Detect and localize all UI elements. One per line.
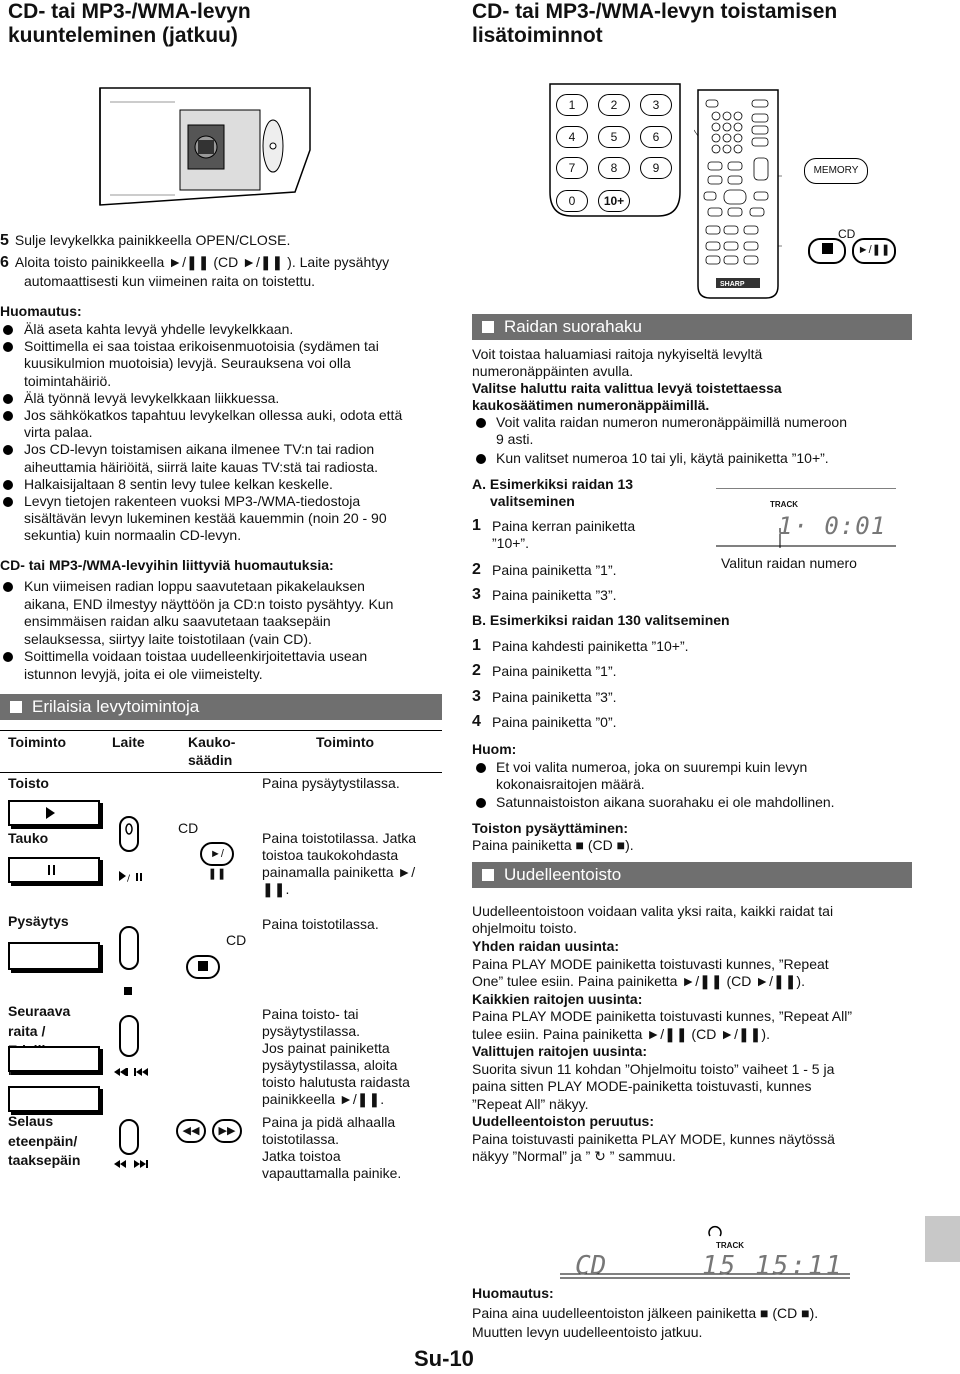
table-row-action: Jatka toistoa: [262, 1148, 341, 1164]
memory-button-icon: MEMORY: [804, 158, 868, 184]
note1-bullet: [3, 445, 13, 455]
table-row-action: Paina ja pidä alhaalla: [262, 1114, 396, 1130]
note2-item-text: aikana, END ilmestyy näyttöön ja CD:n toisto pysähtyy. Kun: [24, 595, 394, 612]
example-a-title: valitseminen: [490, 493, 575, 509]
left-title-line1: CD- tai MP3-/WMA-levyn: [8, 0, 251, 23]
device-play-pause-knob: [112, 815, 152, 890]
table-row-action: Jos painat painiketta: [262, 1040, 390, 1056]
note1-bullet: [3, 480, 13, 490]
example-a-step-number: 1: [472, 517, 481, 534]
lcd2-track-label: TRACK: [716, 1241, 744, 1250]
repeat-block-text: One” tulee esiin. Paina painiketta ►/❚❚ (CD ►/❚❚).: [472, 973, 805, 989]
example-b-step-text: Paina painiketta ”1”.: [492, 663, 617, 679]
search-bold-intro: kaukosäätimen numeronäppäimillä.: [472, 397, 710, 413]
repeat-note-line1: Paina aina uudelleentoiston jälkeen painiketta ■ (CD ■).: [472, 1305, 819, 1321]
example-b-step-number: 2: [472, 662, 481, 679]
note1-bullet: [3, 394, 13, 404]
remote-cd-label: CD: [838, 227, 856, 241]
note1-item-text: Jos CD-levyn toistamisen aikana ilmenee TV:n tai radion: [24, 441, 375, 458]
keypad-key-icon: 6: [640, 126, 672, 148]
keypad-key-icon: 5: [598, 126, 630, 148]
note1-item-text: Jos sähkökatkos tapahtuu levykelkan ollessa auki, odota että: [24, 407, 403, 423]
note2-item-text: selauksessa, siirtyy laite toistotilaan (vain CD).: [24, 630, 312, 647]
keypad-key-icon: 1: [556, 94, 588, 116]
example-a-step-text: Paina painiketta ”3”.: [492, 587, 617, 603]
note2-bullet: [3, 582, 13, 592]
example-b-step-number: 3: [472, 688, 481, 705]
lcd2-left: CD: [575, 1251, 607, 1281]
keypad-key-icon: 0: [556, 190, 588, 212]
skip-button-illustration: [8, 1046, 100, 1072]
note1-bullet: [3, 411, 13, 421]
play-button-illustration: [8, 800, 100, 826]
example-b-step-number: 1: [472, 637, 481, 654]
example-a-title: A. Esimerkiksi raidan 13: [472, 476, 634, 492]
example-b-step-number: 4: [472, 713, 481, 730]
remote-rewind-icon: ◀◀: [176, 1119, 206, 1143]
th-function: Toiminto: [8, 734, 67, 750]
th-remote-2: säädin: [188, 752, 233, 768]
note1-title: Huomautus:: [0, 303, 82, 319]
table-row-action: vapauttamalla painike.: [262, 1165, 402, 1181]
example-b-step-text: Paina painiketta ”3”.: [492, 689, 617, 705]
note1-item-text: sisältävän levyn lukeminen kestää kauemmin (noin 20 - 90: [24, 510, 387, 527]
keypad-key-icon: 4: [556, 126, 588, 148]
disc-tray-illustration: [70, 80, 320, 225]
table-row-action: Paina toistotilassa. Jatka: [262, 830, 417, 846]
note1-bullet: [3, 325, 13, 335]
search-bold-intro: Valitse haluttu raita valittua levyä toistettaessa: [472, 380, 782, 396]
note1-item-text: Älä työnnä levyä levykelkkaan liikkuessa.: [24, 389, 280, 406]
huom-bullet: [476, 763, 486, 773]
device-stop-knob: [112, 925, 152, 1000]
note2-item-text: istunnon levyjä, joita ei ole viimeistelty.: [24, 665, 263, 682]
repeat-intro: ohjelmoitu toisto.: [472, 920, 578, 936]
remote-cd-label-1: CD: [178, 820, 199, 836]
lcd1-value: 1· 0:01: [778, 512, 887, 540]
remote-forward-icon: ▶▶: [212, 1119, 242, 1143]
repeat-block-title: Yhden raidan uusinta:: [472, 938, 620, 954]
note1-item-text: Halkaisijaltaan 8 sentin levy tulee kelkan keskelle.: [24, 475, 333, 492]
remote-cd-stop-icon: [808, 238, 846, 264]
th-remote-1: Kauko-: [188, 734, 236, 750]
search-item-text: Kun valitset numeroa 10 tai yli, käytä painiketta ”10+”.: [496, 450, 829, 466]
repeat-block-text: Paina PLAY MODE painiketta toistuvasti kunnes, ”Repeat All”: [472, 1008, 853, 1024]
table-row-action: painamalla painiketta ►/: [262, 864, 416, 880]
table-row-action: Paina toisto- tai: [262, 1006, 359, 1022]
note2-title: CD- tai MP3-/WMA-levyihin liittyviä huomautuksia:: [0, 557, 334, 573]
table-row-function: raita /: [8, 1022, 46, 1039]
example-b-step-text: Paina painiketta ”0”.: [492, 714, 617, 730]
example-b-title: B. Esimerkiksi raidan 130 valitseminen: [472, 612, 730, 628]
table-row-action: pysäytystilassa, aloita: [262, 1057, 398, 1073]
example-a-step-text: Paina kerran painiketta: [492, 518, 636, 534]
note2-item-text: ensimmäisen raidan alku saavutetaan taaksepäin: [24, 613, 331, 629]
keypad-key-icon: 2: [598, 94, 630, 116]
repeat-block-text: ”Repeat All” näkyy.: [472, 1095, 589, 1112]
note1-item-text: Soittimella ei saa toistaa erikoisenmuotoisia (sydämen tai: [24, 338, 379, 355]
example-b-step-text: Paina kahdesti painiketta ”10+”.: [492, 638, 689, 654]
repeat-block-text: tulee esiin. Paina painiketta ►/❚❚ (CD ►/❚❚).: [472, 1025, 770, 1042]
remote-cd-label-2: CD: [226, 932, 247, 948]
keypad-key-icon: 3: [640, 94, 672, 116]
pause-button-illustration: [8, 857, 100, 883]
lcd1-track-label: TRACK: [770, 500, 798, 509]
stop-title: Toiston pysäyttäminen:: [472, 820, 629, 836]
example-a-step-text: ”10+”.: [492, 535, 529, 551]
repeat-block-text: Suorita sivun 11 kohdan ”Ohjelmoitu toisto” vaiheet 1 - 5 ja: [472, 1060, 835, 1077]
note1-item-text: kuusikulmion muotoisia) levyjä. Seurauksena voi olla: [24, 355, 351, 372]
table-row-function: Seuraava: [8, 1003, 71, 1019]
note2-item-text: Kun viimeisen radian loppu saavutetaan pikakelauksen: [24, 578, 365, 594]
repeat-block-text: Paina toistuvasti painiketta PLAY MODE, kunnes näytössä: [472, 1130, 835, 1147]
keypad-key-icon: 8: [598, 157, 630, 179]
huom-item-text: Satunnaistoiston aikana suorahaku ei ole mahdollinen.: [496, 794, 835, 810]
step-6-continued: automaattisesti kun viimeinen raita on toistettu.: [24, 273, 316, 289]
lcd2-right: 15 15:11: [702, 1251, 844, 1281]
left-title-line2: kuunteleminen (jatkuu): [8, 24, 238, 47]
table-row-action: toistoa taukokohdasta: [262, 847, 399, 863]
section-direct-search: Raidan suorahaku: [472, 314, 912, 340]
remote-brand: SHARP: [720, 281, 745, 288]
note1-item-text: Levyn tietojen rakenteen vuoksi MP3-/WMA-tiedostoja: [24, 493, 361, 509]
section-disc-operations: Erilaisia levytoimintoja: [0, 694, 442, 720]
repeat-block-title: Uudelleentoiston peruutus:: [472, 1113, 654, 1129]
example-a-step-text: Paina painiketta ”1”.: [492, 562, 617, 578]
table-row-action: Paina toistotilassa.: [262, 916, 379, 932]
svg-text:/: /: [127, 874, 131, 884]
device-search-knob: [112, 1118, 156, 1174]
th-action: Toiminto: [316, 734, 375, 750]
search-item-text: Voit valita raidan numeron numeronäppäimillä numeroon: [496, 414, 847, 430]
page-side-tab: [925, 1216, 960, 1262]
table-row-function: Pysäytys: [8, 913, 69, 929]
table-row-function: Selaus: [8, 1113, 54, 1129]
repeat-block-title: Kaikkien raitojen uusinta:: [472, 990, 643, 1007]
note1-bullet: [3, 497, 13, 507]
step-6: 6 Aloita toisto painikkeella ►/❚❚ (CD ►/❚❚ ). Laite pysähtyy: [0, 254, 390, 271]
step-5: 5 Sulje levykelkka painikkeella OPEN/CLOSE.: [0, 232, 291, 249]
repeat-block-text: Paina PLAY MODE painiketta toistuvasti kunnes, ”Repeat: [472, 955, 829, 972]
table-row-action: toisto halutusta raidasta: [262, 1074, 410, 1090]
stop-text: Paina painiketta ■ (CD ■).: [472, 837, 634, 853]
table-row-action: pysäytystilassa.: [262, 1023, 361, 1039]
device-skip-knob: [112, 1014, 156, 1084]
search-bullet: [476, 418, 486, 428]
section-repeat: Uudelleentoisto: [472, 862, 912, 888]
right-title-line2: lisätoiminnot: [472, 24, 603, 47]
repeat-intro: Uudelleentoistoon voidaan valita yksi raita, kaikki raidat tai: [472, 903, 834, 919]
table-row-action: toistotilassa.: [262, 1131, 340, 1147]
keypad-key-icon: 9: [640, 157, 672, 179]
remote-cd-play-icon: ►/❚❚: [852, 238, 896, 264]
note2-item-text: Soittimella voidaan toistaa uudelleenkirjoitettavia usean: [24, 648, 368, 664]
remote-stop-icon: [186, 955, 220, 979]
huom-item-text: Et voi valita numeroa, joka on suurempi kuin levyn: [496, 759, 808, 775]
stop-button-illustration: [8, 942, 100, 970]
table-row-function: Toisto: [8, 775, 49, 791]
example-a-step-number: 2: [472, 561, 481, 578]
keypad-key-icon: 7: [556, 157, 588, 179]
repeat-block-title: Valittujen raitojen uusinta:: [472, 1043, 648, 1059]
note1-bullet: [3, 342, 13, 352]
huom-item-text: kokonaisraitojen määrä.: [496, 776, 645, 792]
lcd1-caption: Valitun raidan numero: [721, 555, 857, 571]
remote-play-pause-icon: ►/❚❚: [200, 842, 234, 866]
search-item-text: 9 asti.: [496, 431, 534, 447]
note1-item-text: toimintahäiriö.: [24, 372, 112, 389]
repeat-note-line2: Muutten levyn uudelleentoisto jatkuu.: [472, 1324, 703, 1340]
example-a-step-number: 3: [472, 586, 481, 603]
repeat-block-text: paina sitten PLAY MODE-painiketta toistuvasti, kunnes: [472, 1078, 812, 1094]
table-row-action: painikkeella ►/❚❚.: [262, 1091, 385, 1107]
table-row-action: Paina pysäytystilassa.: [262, 775, 400, 791]
table-row-function: eteenpäin/: [8, 1132, 78, 1149]
th-device: Laite: [112, 734, 145, 750]
note1-item-text: Älä aseta kahta levyä yhdelle levykelkkaan.: [24, 321, 294, 337]
table-row-function: Tauko: [8, 830, 49, 846]
search-bullet: [476, 454, 486, 464]
page-number: Su-10: [414, 1346, 474, 1371]
huom-title: Huom:: [472, 741, 517, 757]
table-row-action: ❚❚.: [262, 881, 290, 897]
note1-item-text: virta palaa.: [24, 424, 93, 441]
search-button-illustration: [8, 1086, 100, 1112]
remote-body: [694, 86, 782, 302]
search-intro: Voit toistaa haluamiasi raitoja nykyiseltä levyltä: [472, 346, 763, 362]
note2-bullet: [3, 652, 13, 662]
table-row-function: taaksepäin: [8, 1152, 81, 1168]
note1-item-text: aiheuttamia häiriöitä, siirrä laite kauas TV:stä tai radiosta.: [24, 458, 379, 475]
keypad-key-icon: 10+: [598, 190, 630, 212]
right-title-line1: CD- tai MP3-/WMA-levyn toistamisen: [472, 0, 838, 23]
huom-bullet: [476, 798, 486, 808]
repeat-block-text: näkyy ”Normal” ja ” ↻ ” sammuu.: [472, 1148, 676, 1164]
search-intro: numeronäppäinten avulla.: [472, 363, 634, 379]
repeat-note-title: Huomautus:: [472, 1285, 554, 1301]
note1-item-text: sekuntia) kuin normaalin CD-levyn.: [24, 527, 242, 544]
